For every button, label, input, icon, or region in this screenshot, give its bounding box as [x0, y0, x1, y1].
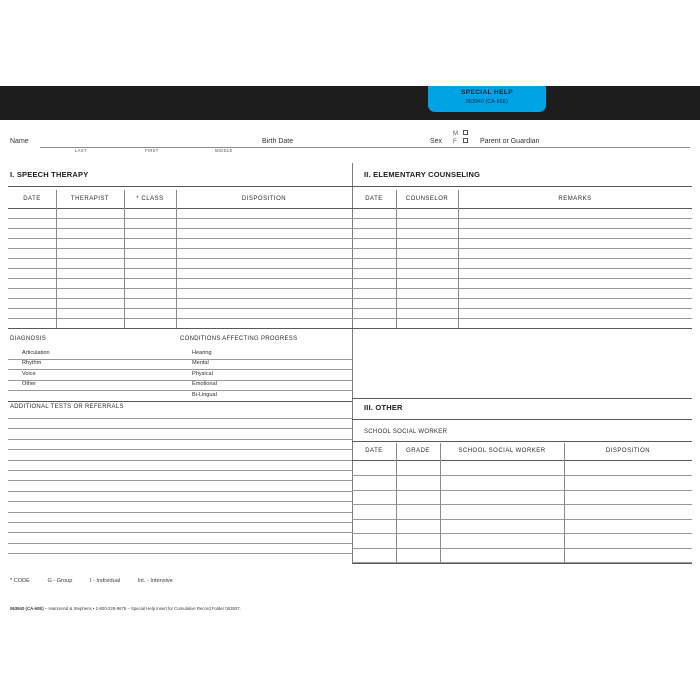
guardian-rule [423, 147, 690, 148]
table-row [352, 308, 692, 309]
table-row [8, 308, 352, 309]
table-row [8, 258, 352, 259]
diagnosis-row-rule [8, 369, 352, 370]
section-three-underline [352, 419, 692, 420]
name-sub-middle: MIDDLE [215, 148, 233, 153]
sec1-vline-3 [176, 190, 177, 328]
table-row [352, 238, 692, 239]
sex-female-checkbox[interactable] [463, 138, 468, 143]
code-legend [10, 578, 189, 584]
code-legend-group: G - Group [47, 578, 73, 584]
diagnosis-title: DIAGNOSIS [10, 336, 47, 342]
section-three-band-rule [352, 441, 692, 442]
sec2-vline-1 [396, 190, 397, 328]
diagnosis-item[interactable]: Voice [22, 370, 36, 377]
table-row [8, 318, 352, 319]
col-head-disposition-3: DISPOSITION [605, 448, 651, 454]
table-row [8, 298, 352, 299]
table-row [8, 248, 352, 249]
section-three-top-rule [352, 398, 692, 399]
diagnosis-item[interactable]: Other [22, 381, 36, 388]
name-label: Name [10, 138, 29, 145]
condition-item[interactable]: Emotional [192, 381, 217, 388]
diagnosis-item[interactable]: Rhythm [22, 360, 42, 367]
badge-title: SPECIAL HELP [461, 89, 513, 96]
sec1-vline-2 [124, 190, 125, 328]
col-head-therapist: THERAPIST [70, 196, 110, 202]
publisher-imprint [10, 606, 241, 611]
sec3-vline-1 [396, 443, 397, 563]
col-head-social-worker: SCHOOL SOCIAL WORKER [458, 448, 546, 454]
additional-tests-title: ADDITIONAL TESTS OR REFERRALS [10, 404, 124, 410]
col-head-date-2: DATE [365, 196, 383, 202]
table-row [352, 228, 692, 229]
diagnosis-row-rule [8, 380, 352, 381]
badge-code: 063940 (CA-60E) [466, 99, 508, 105]
condition-item[interactable]: Bi-Lingual [192, 391, 217, 398]
table-row [352, 288, 692, 289]
name-sub-first: FIRST [145, 148, 159, 153]
table-row [8, 522, 352, 523]
sec3-vline-2 [440, 443, 441, 563]
table-row [8, 268, 352, 269]
table-row [8, 439, 352, 440]
table-row [8, 532, 352, 533]
conditions-title: CONDITIONS AFFECTING PROGRESS [180, 336, 298, 342]
table-row [352, 490, 692, 491]
diagnosis-row-rule [8, 359, 352, 360]
birth-date-rule [300, 147, 430, 148]
identity-row [10, 131, 690, 156]
sec3-vline-3 [564, 443, 565, 563]
section-three-title: III. OTHER [364, 403, 403, 412]
table-row [8, 218, 352, 219]
section-one-bottom-rule [8, 328, 352, 329]
table-row [352, 248, 692, 249]
col-head-date-1: DATE [23, 196, 41, 202]
section-two-underline [352, 186, 692, 187]
col-head-disposition-1: DISPOSITION [241, 196, 287, 202]
section-one-underline [8, 186, 352, 187]
header-black-band [0, 86, 700, 120]
diagnosis-row-rule [8, 390, 352, 391]
special-help-badge [428, 86, 546, 112]
sex-female-label: F [453, 139, 457, 145]
table-row [8, 480, 352, 481]
section-one-title: I. SPEECH THERAPY [10, 170, 89, 179]
code-legend-individual: I - Individual [89, 578, 121, 584]
diagnosis-item[interactable]: Articulation [22, 350, 50, 356]
school-social-worker-band: SCHOOL SOCIAL WORKER [364, 429, 448, 435]
table-row [8, 288, 352, 289]
col-head-remarks: REMARKS [558, 196, 592, 202]
sec2-vline-2 [458, 190, 459, 328]
table-row [8, 418, 352, 419]
table-row [8, 553, 352, 554]
table-row [352, 533, 692, 534]
sec1-vline-1 [56, 190, 57, 328]
table-row [8, 470, 352, 471]
center-divider [352, 163, 353, 563]
col-head-date-3: DATE [365, 448, 383, 454]
table-row [8, 501, 352, 502]
condition-item[interactable]: Mental [192, 360, 209, 367]
condition-item[interactable]: Hearing [192, 350, 212, 356]
col-head-grade: GRADE [406, 448, 430, 454]
table-row [352, 318, 692, 319]
table-row [8, 428, 352, 429]
guardian-label: Parent or Guardian [480, 138, 540, 145]
table-row [352, 548, 692, 549]
table-row [8, 543, 352, 544]
section-two-header-rule [352, 208, 692, 209]
table-row [352, 278, 692, 279]
section-one-header-rule [8, 208, 352, 209]
name-sub-last: LAST [75, 148, 87, 153]
condition-item[interactable]: Physical [192, 370, 213, 377]
sex-male-checkbox[interactable] [463, 130, 468, 135]
table-row [352, 519, 692, 520]
table-row [8, 238, 352, 239]
sex-label: Sex [430, 138, 443, 145]
table-row [8, 228, 352, 229]
section-three-header-rule [352, 460, 692, 461]
sex-male-label: M [453, 131, 459, 137]
code-legend-label: * CODE [10, 578, 30, 584]
section-two-bottom-rule [352, 328, 692, 329]
table-row [352, 218, 692, 219]
birth-date-label: Birth Date [262, 138, 294, 145]
table-row [352, 268, 692, 269]
imprint-text: – Hammond & Stephens • 1-800-228-9675 – Special Help insert for Cumulative Record Folder 063937. [44, 606, 241, 611]
col-head-class: * CLASS [136, 196, 164, 202]
table-row [8, 460, 352, 461]
col-head-counselor: COUNSELOR [405, 196, 449, 202]
table-row [352, 258, 692, 259]
imprint-code: 063940 (CA-60E) [10, 606, 44, 611]
table-row [8, 512, 352, 513]
section-three-bottom-rule [352, 563, 692, 564]
table-row [8, 278, 352, 279]
table-row [352, 475, 692, 476]
table-row [8, 449, 352, 450]
table-row [352, 298, 692, 299]
section-two-title: II. ELEMENTARY COUNSELING [364, 170, 481, 179]
code-legend-intensive: Int. - Intensive [137, 578, 173, 584]
table-row [352, 504, 692, 505]
table-row [8, 491, 352, 492]
additional-top-rule [8, 401, 352, 402]
